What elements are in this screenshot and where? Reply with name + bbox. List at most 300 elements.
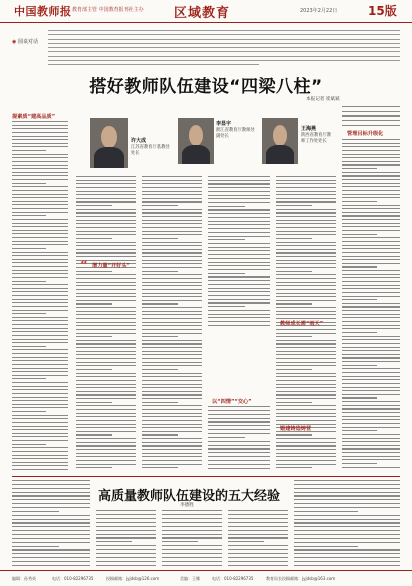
text-line (12, 534, 90, 535)
text-line (142, 260, 202, 261)
text-line (76, 380, 136, 381)
footer-email-1: 投稿邮箱：jyjdsb@126.com (106, 576, 160, 581)
text-line (208, 273, 245, 274)
text-line (228, 541, 264, 542)
text-line (12, 237, 68, 238)
section-label-1: 管理目标升级化 (347, 131, 384, 137)
text-line (12, 565, 90, 566)
text-line (208, 239, 245, 240)
text-line (208, 262, 270, 263)
page-footer (0, 570, 412, 586)
text-line (142, 296, 202, 297)
text-line (208, 325, 270, 326)
text-line (12, 382, 68, 383)
text-line (142, 380, 202, 381)
text-line (12, 393, 68, 394)
text-line (12, 179, 68, 180)
text-line (76, 289, 136, 290)
text-line (208, 206, 245, 207)
text-line (228, 557, 288, 558)
text-line (276, 201, 336, 202)
text-line (342, 379, 400, 380)
text-line (76, 358, 136, 359)
text-line (342, 394, 400, 395)
text-line (208, 437, 245, 438)
text-line (142, 333, 202, 334)
text-line (142, 362, 202, 363)
text-line (342, 150, 400, 151)
text-line (162, 565, 222, 566)
text-line (342, 350, 400, 351)
text-line (276, 242, 336, 243)
text-line (12, 201, 68, 202)
text-line (276, 249, 336, 250)
text-line (208, 269, 270, 270)
text-line (142, 431, 202, 432)
text-line (76, 329, 136, 330)
text-line (208, 191, 270, 192)
text-line (12, 561, 90, 562)
portrait-caption-2 (216, 121, 256, 140)
text-line (12, 186, 68, 187)
text-line (76, 194, 136, 195)
text-line (342, 266, 377, 267)
text-line (76, 212, 136, 213)
text-line (208, 306, 245, 307)
text-line (342, 179, 400, 180)
text-line (342, 405, 400, 406)
text-line (12, 230, 68, 231)
text-line (76, 227, 136, 228)
text-line (12, 223, 68, 224)
text-line (142, 271, 178, 272)
text-line (76, 394, 136, 395)
text-line (228, 514, 288, 515)
text-line (342, 383, 400, 384)
text-line (342, 146, 400, 147)
text-line (76, 340, 136, 341)
text-line (208, 414, 270, 415)
masthead-subtitle: 教育部主管 中国教育报刊社主办 (72, 7, 144, 13)
text-line (342, 292, 400, 293)
text-line (142, 354, 202, 355)
text-line (228, 553, 288, 554)
text-line (276, 380, 336, 381)
text-line (96, 553, 156, 554)
text-line (12, 346, 46, 347)
text-line (142, 343, 202, 344)
text-line (276, 358, 336, 359)
text-line (12, 161, 68, 162)
text-line (342, 252, 400, 253)
text-line (276, 231, 336, 232)
text-line (342, 120, 400, 121)
col-4-text (208, 176, 270, 326)
text-line (76, 285, 136, 286)
text-line (276, 307, 336, 308)
text-line (76, 318, 136, 319)
text-line (208, 224, 270, 225)
text-line (142, 201, 202, 202)
text-line (76, 416, 136, 417)
text-line (142, 238, 178, 239)
text-line (12, 499, 90, 500)
text-line (276, 445, 336, 446)
text-line (142, 405, 202, 406)
person-title-2: 浙江省教育厅教师处副处长 (216, 128, 255, 139)
text-line (12, 226, 68, 227)
text-line (96, 557, 156, 558)
text-line (276, 300, 336, 301)
text-line (208, 221, 270, 222)
text-line (96, 530, 156, 531)
text-line (96, 545, 156, 546)
text-line (276, 267, 336, 268)
text-line (276, 351, 336, 352)
text-line (276, 227, 336, 228)
text-line (76, 413, 136, 414)
text-line (276, 387, 336, 388)
text-line (12, 262, 68, 263)
text-line (276, 464, 336, 465)
text-line (142, 449, 202, 450)
text-line (276, 209, 336, 210)
text-line (208, 280, 270, 281)
text-line (342, 143, 400, 144)
text-line (276, 285, 336, 286)
text-line (342, 430, 377, 431)
text-line (276, 252, 336, 253)
text-line (12, 386, 68, 387)
second-col-4-text (228, 510, 288, 566)
text-line (76, 369, 112, 370)
text-line (12, 259, 68, 260)
text-line (208, 425, 270, 426)
text-line (162, 522, 222, 523)
text-line (294, 530, 400, 531)
text-line (208, 180, 270, 181)
text-line (342, 183, 400, 184)
text-line (342, 168, 377, 169)
text-line (12, 175, 68, 176)
text-line (48, 60, 400, 61)
text-line (12, 277, 68, 278)
text-line (162, 561, 222, 562)
text-line (342, 296, 400, 297)
text-line (142, 394, 202, 395)
page-number: 15版 (368, 4, 397, 18)
portrait-photo-2 (178, 118, 214, 164)
text-line (142, 198, 202, 199)
quote-icon: “ (80, 258, 88, 272)
person-title-3: 陕西省教育厅教师工作处处长 (301, 133, 332, 144)
text-line (142, 216, 202, 217)
text-line (294, 557, 400, 558)
text-line (142, 307, 202, 308)
text-line (162, 541, 198, 542)
text-line (142, 303, 178, 304)
text-line (76, 325, 136, 326)
text-line (276, 205, 312, 206)
text-line (12, 557, 90, 558)
text-line (208, 317, 270, 318)
text-line (142, 445, 202, 446)
text-line (276, 245, 336, 246)
text-line (162, 534, 222, 535)
text-line (12, 244, 68, 245)
text-line (276, 365, 336, 366)
text-line (276, 391, 336, 392)
text-line (76, 238, 112, 239)
text-line (208, 321, 270, 322)
text-line (76, 303, 112, 304)
text-line (342, 263, 400, 264)
text-line (276, 220, 336, 221)
text-line (12, 197, 68, 198)
text-line (76, 347, 136, 348)
text-line (228, 510, 288, 511)
text-line (276, 343, 336, 344)
text-line (76, 391, 136, 392)
text-line (342, 397, 377, 398)
text-line (12, 342, 68, 343)
text-line (142, 427, 202, 428)
text-line (12, 339, 68, 340)
col-3-text (142, 176, 202, 469)
second-col-2-text (96, 510, 156, 566)
text-line (276, 282, 336, 283)
text-line (12, 204, 68, 205)
text-line (208, 295, 270, 296)
text-line (48, 30, 400, 31)
text-line (342, 194, 400, 195)
text-line (12, 480, 90, 481)
text-line (342, 452, 400, 453)
second-col-3-text (162, 510, 222, 566)
text-line (342, 154, 400, 155)
text-line (142, 231, 202, 232)
text-line (342, 259, 400, 260)
text-line (142, 252, 202, 253)
text-line (342, 321, 400, 322)
text-line (142, 464, 202, 465)
text-line (142, 467, 178, 468)
portrait-caption-3 (301, 126, 335, 145)
text-line (48, 47, 400, 48)
text-line (48, 51, 400, 52)
text-line (76, 402, 112, 403)
text-line (276, 293, 336, 294)
text-line (76, 187, 136, 188)
text-line (276, 416, 336, 417)
text-line (276, 260, 336, 261)
text-line (208, 232, 270, 233)
text-line (208, 247, 270, 248)
text-line (142, 369, 178, 370)
text-line (276, 347, 336, 348)
text-line (12, 411, 46, 412)
text-line (12, 415, 68, 416)
text-line (276, 318, 336, 319)
text-line (276, 398, 336, 399)
text-line (294, 534, 400, 535)
text-line (342, 438, 400, 439)
text-line (276, 449, 336, 450)
text-line (12, 266, 68, 267)
text-line (142, 227, 202, 228)
text-line (342, 219, 400, 220)
text-line (12, 281, 46, 282)
text-line (276, 336, 312, 337)
text-line (294, 515, 400, 516)
person-name-3: 王海燕 (301, 126, 317, 132)
text-line (12, 368, 68, 369)
text-line (276, 453, 336, 454)
text-line (208, 187, 270, 188)
main-headline: 搭好教师队伍建设“四梁八柱” (89, 77, 323, 97)
text-line (276, 373, 336, 374)
text-line (342, 423, 400, 424)
text-line (208, 314, 270, 315)
text-line (48, 39, 400, 40)
second-col-5-text (294, 480, 400, 566)
text-line (142, 438, 202, 439)
footer-email-2: 教育局长投稿邮箱：jyjdsb@163.com (266, 576, 336, 581)
text-line (162, 514, 222, 515)
text-line (12, 440, 68, 441)
text-line (342, 314, 400, 315)
text-line (276, 402, 312, 403)
text-line (228, 530, 288, 531)
text-line (142, 234, 202, 235)
text-line (142, 293, 202, 294)
text-line (276, 278, 336, 279)
text-line (12, 233, 68, 234)
text-line (276, 369, 312, 370)
text-line (342, 387, 400, 388)
text-line (208, 198, 270, 199)
text-line (12, 530, 90, 531)
text-line (208, 433, 270, 434)
text-line (12, 139, 68, 140)
text-line (12, 426, 68, 427)
subhead-4: 锻建铸造铸营 (280, 426, 312, 432)
text-line (142, 340, 202, 341)
text-line (208, 236, 270, 237)
text-line (142, 220, 202, 221)
text-line (276, 456, 336, 457)
text-line (12, 146, 68, 147)
text-line (342, 201, 377, 202)
text-line (12, 194, 68, 195)
text-line (276, 467, 312, 468)
text-line (12, 310, 68, 311)
text-line (96, 565, 156, 566)
text-line (142, 180, 202, 181)
text-line (162, 545, 222, 546)
text-line (276, 289, 336, 290)
text-line (12, 324, 68, 325)
text-line (76, 424, 136, 425)
text-line (76, 216, 136, 217)
text-line (342, 336, 400, 337)
text-line (208, 299, 270, 300)
text-line (76, 449, 136, 450)
text-line (76, 445, 136, 446)
text-line (342, 241, 400, 242)
text-line (342, 208, 400, 209)
text-line (342, 190, 400, 191)
text-line (208, 441, 270, 442)
text-line (228, 534, 288, 535)
text-line (76, 384, 136, 385)
text-line (276, 314, 336, 315)
text-line (76, 467, 112, 468)
text-line (342, 467, 400, 468)
text-line (342, 310, 400, 311)
text-line (142, 336, 178, 337)
text-line (12, 515, 90, 516)
text-line (142, 183, 202, 184)
text-line (12, 522, 90, 523)
text-line (12, 291, 68, 292)
text-line (76, 209, 136, 210)
text-line (12, 136, 68, 137)
text-line (76, 293, 136, 294)
text-line (76, 453, 136, 454)
text-line (12, 328, 68, 329)
text-line (76, 183, 136, 184)
text-line (12, 389, 68, 390)
text-line (12, 183, 46, 184)
text-line (342, 223, 400, 224)
text-line (12, 353, 68, 354)
text-line (12, 252, 68, 253)
text-line (342, 419, 400, 420)
text-line (12, 462, 68, 463)
text-line (294, 565, 400, 566)
text-line (12, 444, 46, 445)
text-line (276, 438, 336, 439)
text-line (342, 270, 400, 271)
text-line (276, 413, 336, 414)
text-line (76, 434, 112, 435)
text-line (12, 451, 68, 452)
text-line (12, 320, 68, 321)
text-line (342, 328, 400, 329)
text-line (342, 186, 400, 187)
text-line (342, 459, 400, 460)
text-line (12, 436, 68, 437)
text-line (342, 215, 400, 216)
text-line (142, 329, 202, 330)
text-line (208, 302, 270, 303)
text-line (276, 460, 336, 461)
text-line (142, 263, 202, 264)
text-line (276, 296, 336, 297)
text-line (12, 349, 68, 350)
text-line (76, 351, 136, 352)
text-line (276, 311, 336, 312)
text-line (342, 237, 400, 238)
text-line (228, 561, 288, 562)
text-line (12, 128, 68, 129)
second-byline: 李德胜 (180, 503, 194, 508)
text-line (12, 331, 68, 332)
second-headline: 高质量教师队伍建设的五大经验 (98, 489, 281, 504)
footer-phone-1: 电话：010-82296735 (52, 576, 94, 581)
text-line (142, 242, 202, 243)
